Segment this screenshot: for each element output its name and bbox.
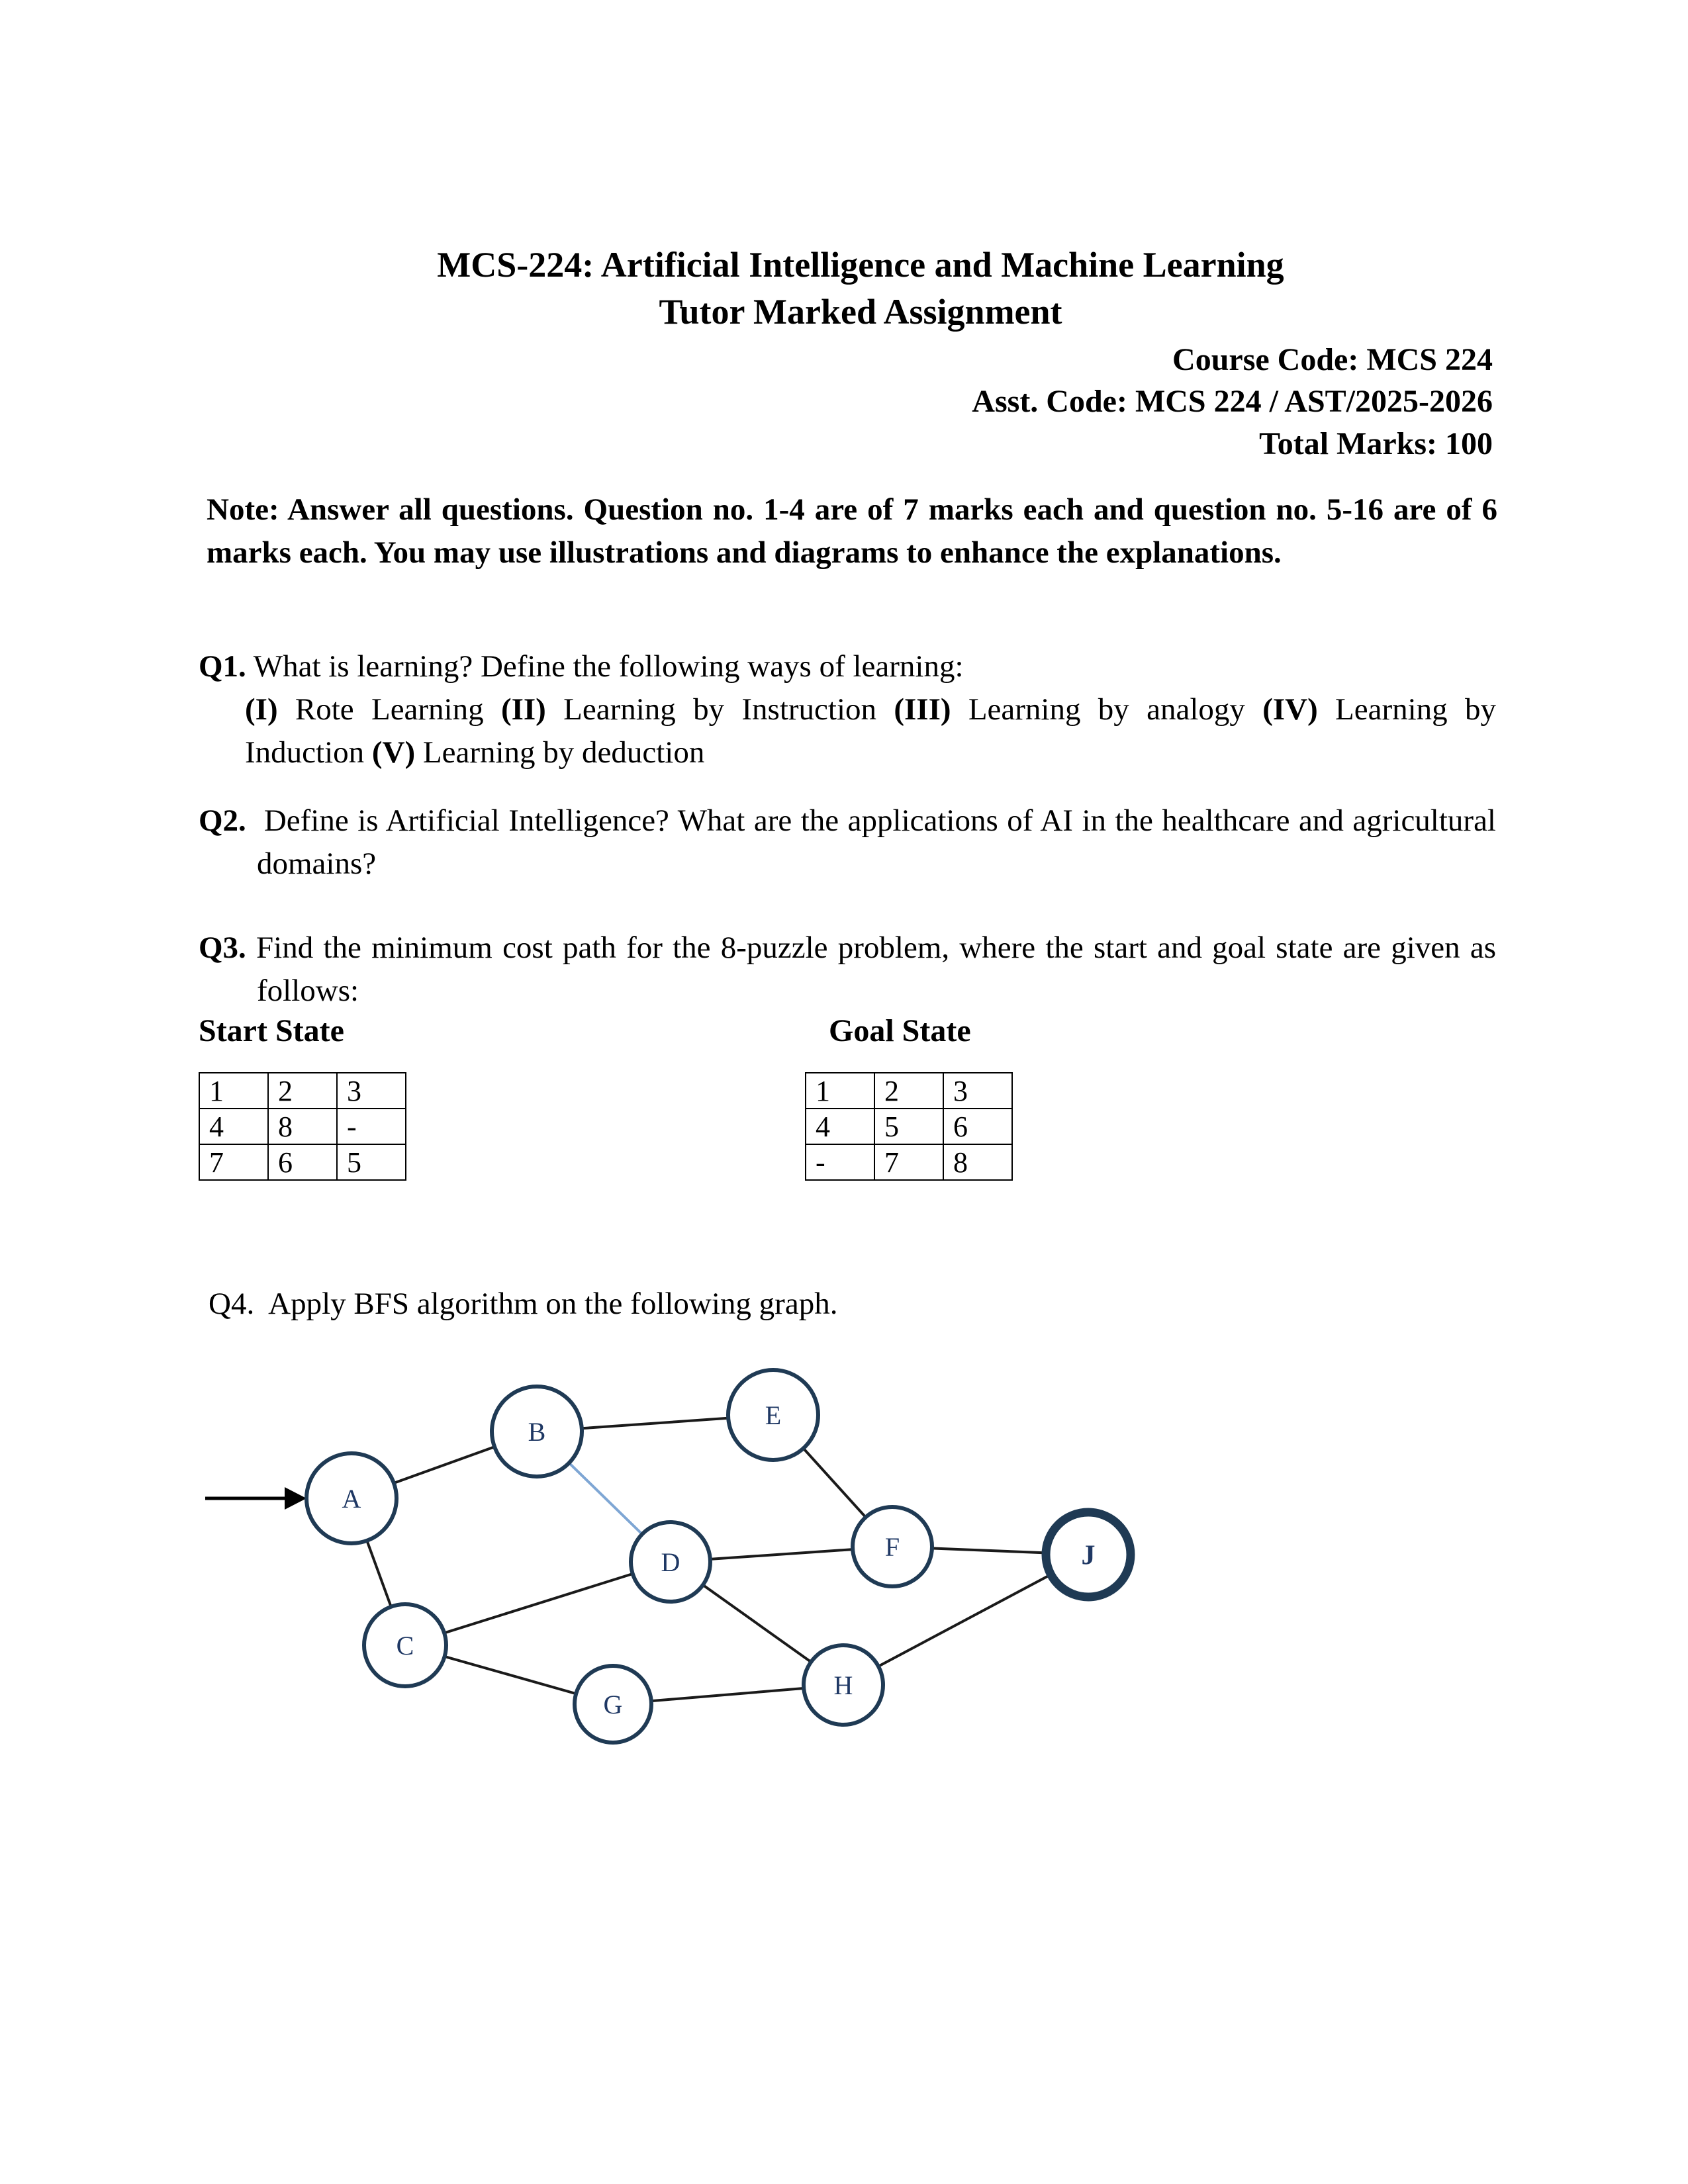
question-1-intro	[199, 645, 1496, 688]
way-analogy: Learning by analogy	[951, 692, 1263, 727]
title-line-1: MCS-224: Artificial Intelligence and Machine Learning	[437, 245, 1284, 285]
question-1-label: Q1.	[199, 649, 246, 684]
puzzle-cell: 5	[874, 1109, 943, 1144]
roman-iv: (IV)	[1262, 692, 1318, 727]
graph-node-d	[631, 1522, 710, 1602]
goal-state-label: Goal State	[829, 1013, 971, 1048]
node-label-h: H	[833, 1670, 853, 1700]
note-paragraph: Note: Answer all questions. Question no. 1-4 are of 7 marks each and question no. 5-16 are of 6 marks each. You may use illustrations and diagrams to enhance the explanations.	[207, 492, 1497, 570]
graph-node-h	[804, 1645, 883, 1725]
node-label-c: C	[396, 1631, 414, 1661]
question-3-label: Q3.	[199, 931, 246, 965]
node-label-d: D	[661, 1547, 680, 1577]
question-3	[199, 927, 1496, 1013]
start-arrow-icon	[205, 1487, 306, 1510]
graph-node-j-goal	[1046, 1512, 1131, 1597]
bfs-graph	[165, 1350, 1291, 1787]
table-row	[199, 1073, 406, 1109]
puzzle-cell: 1	[806, 1073, 874, 1109]
table-row	[199, 1144, 406, 1180]
puzzle-cell: 2	[268, 1073, 337, 1109]
node-label-g: G	[603, 1690, 623, 1719]
way-deduction: Learning by deduction	[415, 735, 705, 770]
question-4	[209, 1283, 1506, 1326]
roman-v: (V)	[371, 735, 416, 770]
course-meta	[662, 339, 1493, 465]
roman-ii: (II)	[500, 692, 546, 727]
puzzle-cell: 4	[199, 1109, 268, 1144]
total-marks: Total Marks: 100	[1259, 426, 1493, 461]
node-label-a: A	[342, 1484, 361, 1514]
table-row	[806, 1109, 1012, 1144]
document-title	[199, 242, 1523, 336]
table-row	[806, 1144, 1012, 1180]
way-instruction: Learning by Instruction	[545, 692, 894, 727]
puzzle-cell: 4	[806, 1109, 874, 1144]
arrow-head	[285, 1487, 306, 1510]
graph-node-b	[492, 1387, 582, 1477]
question-4-text: Apply BFS algorithm on the following graph.	[268, 1287, 838, 1321]
puzzle-cell: 6	[268, 1144, 337, 1180]
puzzle-cell: 2	[874, 1073, 943, 1109]
bfs-graph-svg	[165, 1350, 1291, 1787]
question-1-intro-text: What is learning? Define the following ways of learning:	[253, 649, 964, 684]
start-state-label: Start State	[199, 1013, 344, 1048]
title-line-2: Tutor Marked Assignment	[659, 292, 1062, 332]
graph-node-g	[575, 1666, 651, 1743]
puzzle-cell: 3	[943, 1073, 1012, 1109]
puzzle-cell: 8	[268, 1109, 337, 1144]
node-label-f: F	[884, 1532, 900, 1562]
node-label-j: J	[1081, 1540, 1096, 1571]
question-4-label: Q4.	[209, 1287, 255, 1321]
question-2-label: Q2.	[199, 803, 246, 838]
way-induction: Learning by Induction	[245, 692, 1496, 770]
puzzle-cell: 1	[199, 1073, 268, 1109]
graph-node-f	[853, 1507, 932, 1586]
graph-node-e	[728, 1370, 818, 1460]
question-2-text: Define is Artificial Intelligence? What are the applications of AI in the healthcare and agricultural domains?	[257, 803, 1496, 881]
goal-state-table	[805, 1072, 1013, 1181]
puzzle-cell: 7	[874, 1144, 943, 1180]
way-rote: Rote Learning	[277, 692, 501, 727]
node-label-e: E	[765, 1400, 782, 1430]
puzzle-cell: 3	[337, 1073, 406, 1109]
puzzle-cell: 6	[943, 1109, 1012, 1144]
node-label-b: B	[528, 1417, 546, 1447]
table-row	[806, 1073, 1012, 1109]
puzzle-cell: 8	[943, 1144, 1012, 1180]
table-row	[199, 1109, 406, 1144]
puzzle-cell: 7	[199, 1144, 268, 1180]
question-3-text: Find the minimum cost path for the 8-puzzle problem, where the start and goal state are given as follows:	[256, 931, 1497, 1008]
start-state-table	[199, 1072, 406, 1181]
roman-i: (I)	[245, 692, 278, 727]
assignment-code: Asst. Code: MCS 224 / AST/2025-2026	[972, 384, 1493, 420]
question-1-list	[245, 688, 1496, 774]
question-2	[199, 799, 1496, 886]
puzzle-cell: 5	[337, 1144, 406, 1180]
course-code: Course Code: MCS 224	[1172, 342, 1493, 377]
roman-iii: (III)	[894, 692, 951, 727]
graph-node-c	[364, 1604, 446, 1686]
puzzle-cell: -	[806, 1144, 874, 1180]
question-1	[199, 645, 1496, 774]
graph-node-a	[306, 1453, 397, 1543]
puzzle-cell: -	[337, 1109, 406, 1144]
